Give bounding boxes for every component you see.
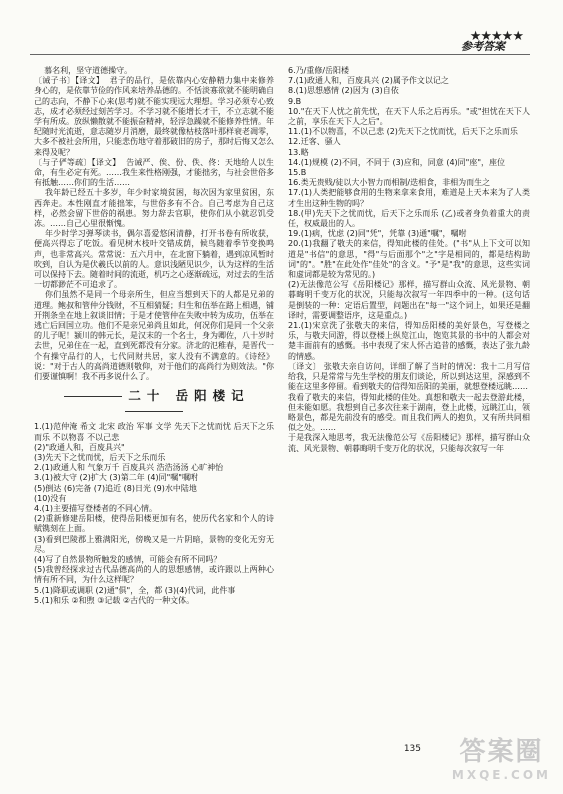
page-number: 135 — [403, 744, 421, 754]
left-bottom-answers — [34, 422, 274, 606]
answer-item: (4)写了自然景物所触发的感情，可能会有所不同吗？ — [34, 554, 222, 564]
section-title-text: 二十 岳阳楼记 — [128, 388, 250, 404]
left-top-paragraphs — [34, 66, 274, 382]
answer-item: (2)"政通人和，百废具兴" — [34, 442, 125, 452]
answer-item: 8.(1)思想感情 (2)因为 (3)自依 — [288, 86, 399, 96]
header-rule — [30, 54, 530, 55]
answer-item: (3)先天下之忧而忧，后天下之乐而乐 — [34, 452, 166, 462]
paragraph: 我年龄已经五十多岁，年少时家境贫困，每次因为家里贫困，东西奔走。本性刚直才能拙笨，与世俗多有不合。自己考虑为自己这样，必然会留下世俗的祸患。努力辞去官职，使你们从小就忍饥受冻。……自己心里很惭愧。 — [34, 188, 275, 229]
answer-item: 20.(1)我翻了敬夫的来信，得知此楼的佳处。("书"从上下文可以知道是"书信"的意思，"得"与后面那个"之"字是相同的，都是结构助词"的"。"胜"在此处作"佳处"的含义。"予"是"我"的意思，这些实词和虚词都是较为常见的。) — [288, 239, 530, 280]
answer-item: 5.(1)降职或调职 (2)通"俱"，全，都 (3)(4)代词，此件事 — [34, 585, 236, 595]
answer-item: 21.(1)宋京洗了张敬夫的来信，得知岳阳楼的美好景色，写登楼之乐，与敬夫同游，得以登楼上纵览江山，饱览其景的书中的人都会对楚丰面前有的感慨。书中表现了宋人怀古追昔的感慨，表达了张九龄的情感。 — [288, 321, 530, 361]
section-title — [34, 388, 274, 418]
right-column — [288, 66, 530, 454]
answer-item: 12.迁客、骚人 — [288, 137, 341, 147]
watermark-url: MXQE.COM — [451, 768, 551, 782]
paragraph: 你们虽然不是同一个母亲所生，但应当想到天下的人都是兄弟的道理。鲍叔和管仲分钱财，不互相猜疑；归生和伍举在路上相遇，铺开荆条坐在地上叙谈旧情；于是才使管仲在失败中转为成功，伍举在逃亡后回国立功。他们不是亲兄弟尚且如此，何况你们是同一个父亲的儿子呢！颍川的韩元长，是汉末的一个名士，身为卿佐，八十岁时去世，兄弟住在一起，直到死都没有分家。济北的氾稚春，是晋代一个有操守品行的人，七代同财共居，家人没有不满意的。《诗经》说："对于古人的高尚道德则敬仰，对于他们的高尚行为则效法。"你们要谨慎啊！我不再多说什么了。 — [34, 290, 275, 382]
answer-item: 15.B — [288, 168, 307, 178]
answer-item: 4.(1)主要描写登楼者的不同心情。 — [34, 503, 157, 513]
answer-item: 1.(1)范仲淹 希文 北宋 政治 军事 文学 先天下之忧而忧 后天下之乐而乐 不以物喜 不以己悲 — [34, 422, 274, 442]
watermark-logo: 答案圈 — [459, 737, 544, 767]
paragraph: 慕名利，坚守道德操守。 — [34, 66, 133, 75]
answer-item: (2)无法像范公写《岳阳楼记》那样，描写群山众流、风光景物、朝暮晦明千变万化的状况，只能每次叙写一年四季中的一种。(这句话是倒装的一种：定语后置型，问题出在"每一"这个词上，如果还是翻译时，需要调整语序，这是重点。) — [288, 280, 530, 320]
page-header-title: 参考答案 — [461, 40, 505, 53]
answer-item: 16.类无贵贱/徒以大小智力而相制/迭相食，非相为而生之 — [288, 178, 491, 188]
answer-item: 7.(1)政通人和，百废具兴 (2)属予作文以记之 — [288, 76, 449, 86]
answer-item: 13.略 — [288, 147, 309, 157]
answer-item: (3)看到巴陵郡上雅满阳光，傍晚又是一片阴暗，景物的变化无穷无尽。 — [34, 534, 274, 554]
translation-paragraph: 〔译文〕 张敬夫亲自访问，详细了解了当时的情况：我十二月写信给我，只是常常与先生学校的朋友们谈论，所以到达这里，深感到不能在这里多停留。看到敬夫的信得知岳阳的美丽，就想登楼远眺…… — [288, 361, 530, 392]
stars-decoration: ★★★★★ — [469, 29, 523, 44]
watermark — [452, 731, 551, 782]
answer-item: 9.B — [288, 96, 302, 106]
translation-paragraph: 于是我深入地思考，我无法像范公写《岳阳楼记》那样，描写群山众流、风光景物、朝暮晦明千变万化的状况，只能每次叙写一年 — [288, 433, 530, 453]
answer-item: (5)我曾经探求过古代品德高尚的人的思想感情，或许跟以上两种心情有所不同，为什么这样呢？ — [34, 565, 274, 585]
answer-item: 6.乃/重修/岳阳楼 — [288, 66, 350, 75]
answer-item: (5)倒达 (6)完备 (7)追近 (8)日光 (9)水中陆地 — [34, 483, 197, 493]
answer-item: 14.(1)规模 (2)不同，不同于 (3)应和，同意 (4)同"座"，座位 — [288, 157, 506, 167]
answer-item: 2.(1)政通人和 气象万千 百废具兴 浩浩汤汤 心旷神怡 — [34, 463, 224, 473]
answer-item: (10)没有 — [34, 493, 67, 503]
answer-item: 5.(1)和乐 ②和煦 ③记载 ②古代的一种文体。 — [34, 595, 195, 605]
translation-paragraph: 我看了敬夫的来信，得知此楼的佳处。真想和敬夫一起去登游此楼，但未能如愿。我想到自己多次往来于湖南，登上此楼，远眺江山，领略景色，都是先前没有的感受。而且我们两人的抱负，又有所共同相似之处。…… — [288, 392, 530, 433]
answer-item: 3.(1)被大守 (2)扩大 (3)第二年 (4)同"嘱"嘱咐 — [34, 473, 198, 483]
answer-item: 17.(1)人类把能够食用的生物来拿来食用，难道是上天本来为了人类才生出这种生物的吗？ — [288, 188, 530, 208]
paragraph: 〔诫子书〕【译文】 君子的品行，是依靠内心安静精力集中来修养身心的，是依靠节俭的作风来培养品德的。不恬淡寡欲就不能明确自己的志向，不静下心来(思考)就不能实现远大理想。学习必须专心致志，成才必须经过刻苦学习。不学习就不能增长才干，不立志就不能学有所成。放纵懒散就不能振奋精神，轻浮急躁就不能修养性情。年纪随时光流逝，意志随岁月消磨，最终就像枯枝落叶那样衰老凋零，大多不被社会所用，只能悲伤地守着那破旧的房子，那时后悔又怎么来得及呢？ — [34, 76, 274, 157]
paragraph: 〔与子俨等疏〕【译文】 告诫严、俟、份、佚、佟：天地给人以生命，有生必定有死。……我生来性格刚强，才能拙劣，与社会世俗多有抵触……你们的生活…… — [34, 157, 274, 188]
answer-item: 10."在天下人忧之前先忧，在天下人乐之后再乐。"或"担忧在天下人之前，享乐在天下人之后"。 — [288, 106, 530, 127]
title-rule-left — [64, 396, 122, 397]
answer-item: 18.(甲)先天下之忧而忧，后天下之乐而乐 (乙)或者身负着重大的责任，权威最出的人。 — [288, 208, 530, 229]
answer-item: (2)重新修建岳阳楼，使得岳阳楼更加有名，使历代名家和个人的诗赋镌刻在上面。 — [34, 514, 274, 534]
paragraph: 年少时学习弹琴读书，偶尔喜爱悠闲清静，打开书卷有所收获，便高兴得忘了吃饭。看见树木枝叶交错成荫，候鸟随着季节变换鸣声，也非常高兴。常常说：五六月中，在北窗下躺着，遇到凉风暂时吹到，自认为是伏羲氏以前的人。意识浅陋见识少，认为这样的生活可以保持下去。随着时间的流逝，机巧之心逐渐疏远，对过去的生活一切都渺茫不可追求了。 — [34, 229, 275, 290]
title-rule-right — [125, 411, 183, 412]
answer-item: 11.(1)不以物喜，不以己悲 (2)先天下之忧而忧，后天下之乐而乐 — [288, 127, 518, 137]
answer-item: 19.(1)病，忧虑 (2)同"凭"，凭靠 (3)通"嘱"，嘱咐 — [288, 229, 467, 239]
left-column — [34, 66, 274, 606]
